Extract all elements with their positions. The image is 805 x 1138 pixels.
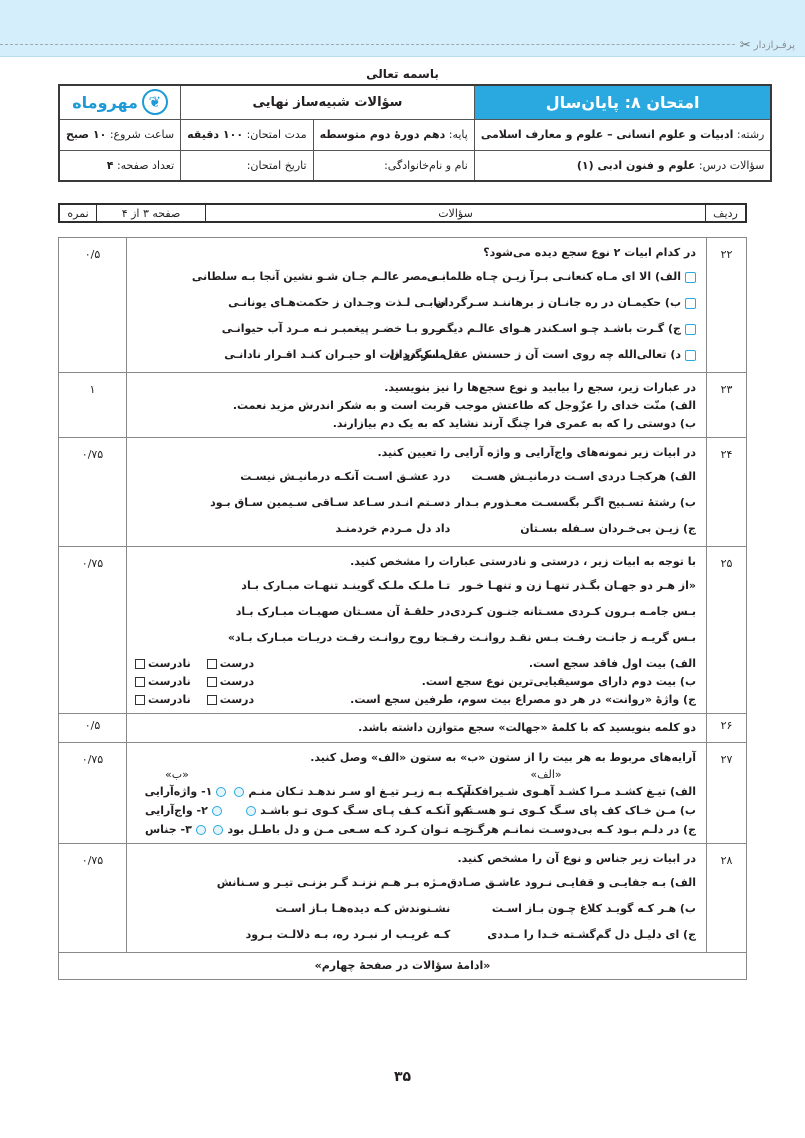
verse: «از هـر دو جهـان بگـذر تنهـا زن و تنهـا خـور تـا ملـک ملـک گوینـد تنهـات مبـارک بـاد: [241, 579, 696, 592]
question-body: [127, 438, 707, 547]
question-grade: ۰/۵: [59, 714, 127, 743]
question-body: [127, 844, 707, 953]
question-row: [59, 844, 747, 953]
col-grade: نمره: [67, 206, 89, 220]
col-radif: ردیف: [705, 205, 745, 221]
exam-date-field[interactable]: تاریخ امتحان:: [181, 150, 313, 181]
verse: بـس جامـه بـرون کـردی مسـتانه جنـون کـردی در حلقـهٔ آن مسـتان صهبـات مبـارک بـاد: [235, 605, 696, 618]
question-title: دو کلمه بنویسید که با کلمهٔ «جهالت» سجع متوازن داشته باشد.: [358, 721, 696, 734]
true-false-item: ج) واژهٔ «روانت» در هر دو مصراع بیت سوم، طرفین سجع است. درست نادرست: [135, 691, 696, 709]
checkbox-icon[interactable]: [135, 659, 145, 669]
match-column-headers: [135, 767, 696, 782]
question-row: [59, 373, 747, 438]
true-option[interactable]: درست: [207, 673, 254, 691]
question-number: ۲۵: [707, 547, 747, 714]
checkbox-icon[interactable]: [135, 695, 145, 705]
radio-icon[interactable]: [196, 825, 206, 835]
radio-icon[interactable]: [246, 806, 256, 816]
question-body: [127, 373, 707, 438]
grade-level-cell: پایه: دهم دورهٔ دوم متوسطه: [313, 119, 474, 150]
exam-header-table: [58, 84, 772, 182]
questions-table: [58, 237, 747, 980]
question-title: آرایه‌های مربوط به هر بیت را از ستون «ب» به ستون «الف» وصل کنید.: [310, 751, 696, 764]
question-row: [59, 238, 747, 373]
questions-column-header: [58, 203, 747, 223]
cut-label: [737, 38, 795, 53]
verse: ج) ای دلیـل دل گم‌گشـته خـدا را مـددی کـه غریـب ار نبـرد ره، بـه دلالـت بـرود: [245, 928, 696, 941]
verse: ج) زیـن بی‌خـردان سـفله بسـتان داد دل مـردم خردمنـد: [335, 522, 696, 535]
question-number: ۲۲: [707, 238, 747, 373]
question-title: با توجه به ابیات زیر ، درستی و نادرستی عبارات را مشخص کنید.: [350, 555, 696, 568]
true-false-item: ب) بیت دوم دارای موسیقیایی‌ترین نوع سجع است. درست نادرست: [135, 673, 696, 691]
false-option[interactable]: نادرست: [135, 655, 191, 673]
question-grade: ۰/۷۵: [59, 547, 127, 714]
cut-line: [0, 44, 765, 45]
question-grade: ۱: [59, 373, 127, 438]
checkbox-icon[interactable]: [135, 677, 145, 687]
question-row: [59, 438, 747, 547]
verse: بـس گریـه ز جانـت رفـت بـس نقـد روانـت رفـت بـا روح روانـت رفـت دریـات مبـارک بـاد»: [227, 631, 696, 644]
verse: ب) هـر کـه گویـد کلاغ چـون بـاز اسـت نشـنوندش کـه دیده‌هـا بـاز اسـت: [275, 902, 696, 915]
brand-logo: [59, 85, 181, 119]
question-line: الف) منّت خدای را عزّوجل که طاعتش موجب قربت است و به شکر اندرش مزید نعمت.: [232, 399, 696, 412]
col-page: صفحه ۳ از ۴: [96, 205, 206, 221]
question-grade: ۰/۵: [59, 238, 127, 373]
question-body: [127, 743, 707, 844]
column-a-label: «الف»: [530, 768, 562, 781]
cut-label-text: پرفـرازدار: [753, 40, 795, 51]
student-name-field[interactable]: نام و نام‌خانوادگی:: [313, 150, 474, 181]
verse: الف) بـه جفایـی و قفایـی نـرود عاشـق صـادق مـژه بـر هـم نزنـد گـر بزنـی تیـر و سـنانش: [216, 876, 696, 889]
question-row: [59, 714, 747, 743]
brand-name: مهروماه: [72, 92, 138, 112]
cut-strip: [0, 0, 805, 57]
checkbox-icon[interactable]: [685, 350, 696, 361]
column-b-label: «ب»: [165, 768, 189, 781]
bismillah: باسمه تعالی: [366, 67, 439, 81]
question-body: [127, 238, 707, 373]
question-title: در عبارات زیر، سجع را بیابید و نوع سجع‌ها را نیز بنویسید.: [384, 381, 696, 394]
page-number: ۳۵: [393, 1069, 412, 1085]
question-number: ۲۸: [707, 844, 747, 953]
question-title: در ابیات زیر نمونه‌های واج‌آرایی و واژه آرایی را تعیین کنید.: [377, 446, 696, 459]
question-number: ۲۶: [707, 714, 747, 743]
question-grade: ۰/۷۵: [59, 844, 127, 953]
checkbox-icon[interactable]: [207, 677, 217, 687]
question-row: [59, 743, 747, 844]
checkbox-icon[interactable]: [685, 272, 696, 283]
question-number: ۲۷: [707, 743, 747, 844]
field-cell: رشته: ادبیات و علوم انسانی – علوم و معارف اسلامی: [474, 119, 771, 150]
match-row: الف) تیـغ کشـد مـرا کشـد آهـوی شـیرافکنم آنکـه بـه زیـر تیـغ او سـر ندهـد تـکان منـم ۱- واژه‌آرایی: [144, 785, 696, 798]
match-row: ج) در دلـم بـود کـه بی‌دوسـت نمانـم هرگـز چـه تـوان کـرد کـه سـعی مـن و دل باطـل بود ۳- جناس: [145, 823, 696, 836]
checkbox-icon[interactable]: [207, 659, 217, 669]
page-count-cell: تعداد صفحه: ۴: [59, 150, 181, 181]
question-row: [59, 547, 747, 714]
true-option[interactable]: درست: [207, 655, 254, 673]
checkbox-icon[interactable]: [685, 298, 696, 309]
continue-note: «ادامهٔ سؤالات در صفحهٔ چهارم»: [59, 953, 747, 980]
col-questions: سؤالات: [438, 206, 473, 220]
question-title: در کدام ابیات ۲ نوع سجع دیده می‌شود؟: [483, 246, 696, 259]
match-row: ب) مـن خـاک کف پای سـگ کـوی تـو هسـتم کـو آنکـه کـف پـای سـگ کـوی تـو باشـد ۲- واج‌آرایی: [145, 804, 696, 817]
start-time-cell: ساعت شروع: ۱۰ صبح: [59, 119, 181, 150]
butterfly-icon: ❦: [142, 89, 168, 115]
question-grade: ۰/۷۵: [59, 438, 127, 547]
false-option[interactable]: نادرست: [135, 673, 191, 691]
continue-note-row: [59, 953, 747, 980]
verse: ب) رشتهٔ تسـبیح اگـر بگسسـت معـذورم بـدار دسـتم انـدر سـاعد سـاقی سـیمین سـاق بـود: [210, 496, 696, 509]
checkbox-icon[interactable]: [685, 324, 696, 335]
radio-icon[interactable]: [212, 806, 222, 816]
verse-option[interactable]: د) تعالی‌الله چه روی است آن ز حسنش عقل سرگردان ملـک در ذات او حیـران کنـد اقـرار نادانـی: [135, 342, 696, 368]
exam-title: امتحان ۸: پایان‌سال: [474, 85, 771, 119]
question-body: [127, 547, 707, 714]
radio-icon[interactable]: [216, 787, 226, 797]
exam-subtitle: سؤالات شبیه‌ساز نهایی: [181, 85, 475, 119]
radio-icon[interactable]: [234, 787, 244, 797]
true-option[interactable]: درست: [207, 691, 254, 709]
true-false-item: الف) بیت اول فاقد سجع است. درست نادرست: [135, 655, 696, 673]
checkbox-icon[interactable]: [207, 695, 217, 705]
verse: الف) هرکجـا دردی اسـت درمانیـش هسـت درد عشـق اسـت آنکـه درمانیـش نیسـت: [240, 470, 696, 483]
question-grade: ۰/۷۵: [59, 743, 127, 844]
question-title: در ابیات زیر جناس و نوع آن را مشخص کنید.: [457, 852, 696, 865]
verse-option[interactable]: ج) گـرت باشـد چـو اسـکندر هـوای عالـم دیگـر مـرو بـا خضـر پیغمبـر نـه مـرد آب حیوانـی: [135, 316, 696, 342]
verse-option[interactable]: ب) حکیمـان در ره جانـان ز برهاننـد سـرگردان نیابـی لـذت وجـدان ز حکمت‌هـای یونانـی: [135, 290, 696, 316]
question-line: ب) دوستی را که به عمری فرا چنگ آرند نشاید که به یک دم بیازارند.: [332, 417, 696, 430]
question-body: [127, 714, 707, 743]
false-option[interactable]: نادرست: [135, 691, 191, 709]
scissors-icon: ✂: [739, 38, 751, 53]
duration-cell: مدت امتحان: ۱۰۰ دقیقه: [181, 119, 313, 150]
question-number: ۲۴: [707, 438, 747, 547]
course-cell: سؤالات درس: علوم و فنون ادبی (۱): [474, 150, 771, 181]
verse-option[interactable]: الف) الا ای مـاه کنعانـی بـرآ زیـن چـاه ظلمانـی بـه مصر عالـم جـان شـو نشین آنجا بـه سلطانی: [135, 264, 696, 290]
question-number: ۲۳: [707, 373, 747, 438]
